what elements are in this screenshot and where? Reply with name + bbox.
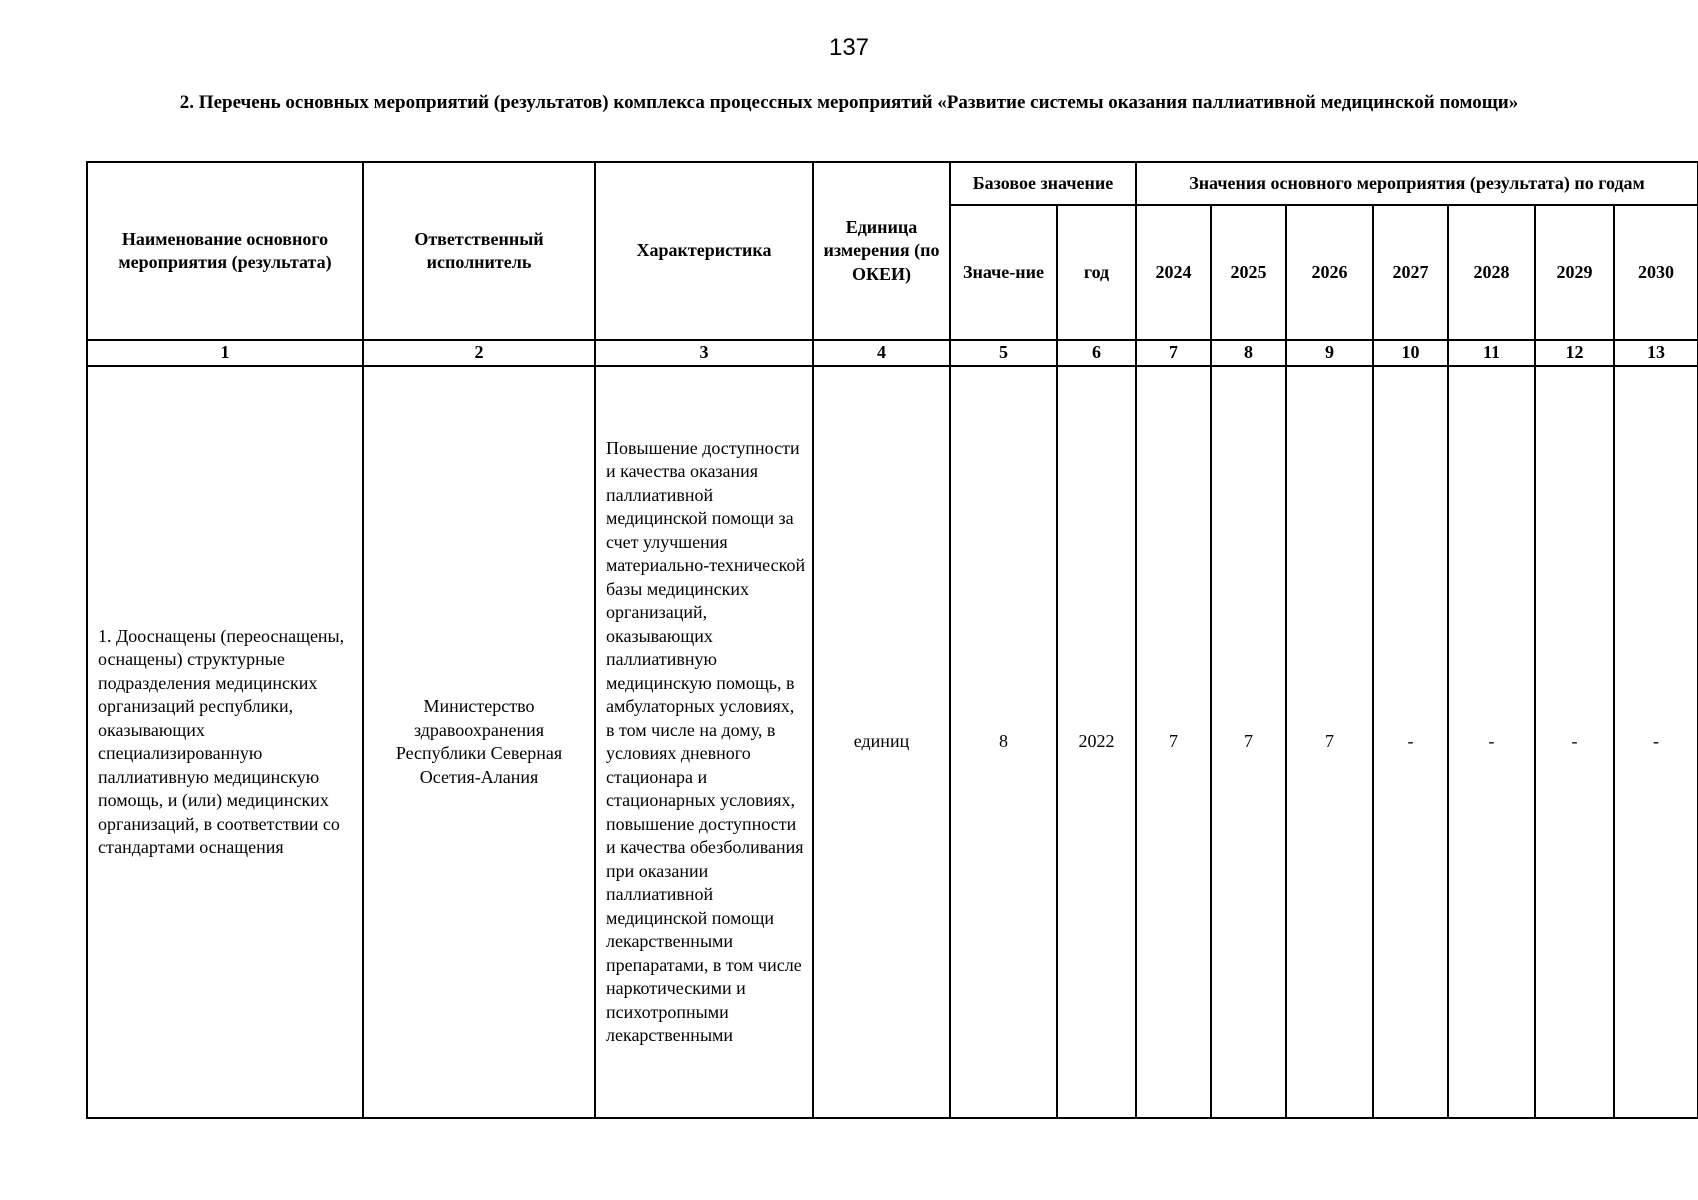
header-year: 2029 bbox=[1535, 205, 1614, 340]
column-numbers-row bbox=[87, 340, 1698, 366]
column-number: 7 bbox=[1136, 340, 1211, 366]
header-year: 2024 bbox=[1136, 205, 1211, 340]
column-number: 12 bbox=[1535, 340, 1614, 366]
column-number: 11 bbox=[1448, 340, 1535, 366]
column-number: 13 bbox=[1614, 340, 1698, 366]
column-number: 2 bbox=[363, 340, 595, 366]
row-year-value-cell: 7 bbox=[1211, 366, 1286, 1118]
header-executor: Ответственный исполнитель bbox=[363, 162, 595, 340]
header-year: 2027 bbox=[1373, 205, 1448, 340]
row-executor-cell: Министерство здравоохранения Республики Северная Осетия-Алания bbox=[363, 366, 595, 1118]
header-year: 2025 bbox=[1211, 205, 1286, 340]
row-year-value-cell: - bbox=[1373, 366, 1448, 1118]
row-unit-cell: единиц bbox=[813, 366, 950, 1118]
header-characteristic: Характеристика bbox=[595, 162, 813, 340]
column-number: 3 bbox=[595, 340, 813, 366]
header-base-value: Значе-ние bbox=[950, 205, 1057, 340]
row-year-value-cell: - bbox=[1448, 366, 1535, 1118]
row-year-value-cell: 7 bbox=[1286, 366, 1373, 1118]
row-base-year-cell: 2022 bbox=[1057, 366, 1136, 1118]
activities-table bbox=[86, 161, 1698, 1119]
table-row bbox=[87, 366, 1698, 1118]
header-year: 2028 bbox=[1448, 205, 1535, 340]
header-name: Наименование основного мероприятия (результата) bbox=[87, 162, 363, 340]
page-number: 137 bbox=[828, 34, 870, 61]
header-year: 2026 bbox=[1286, 205, 1373, 340]
column-number: 4 bbox=[813, 340, 950, 366]
row-year-value-cell: - bbox=[1535, 366, 1614, 1118]
header-year: 2030 bbox=[1614, 205, 1698, 340]
page-heading: 2. Перечень основных мероприятий (результатов) комплекса процессных мероприятий «Развитие системы оказания паллиативной медицинской помощи» bbox=[179, 92, 1519, 113]
header-base-group: Базовое значение bbox=[950, 162, 1136, 205]
row-base-value-cell: 8 bbox=[950, 366, 1057, 1118]
column-number: 6 bbox=[1057, 340, 1136, 366]
header-years-group: Значения основного мероприятия (результата) по годам bbox=[1136, 162, 1698, 205]
column-number: 1 bbox=[87, 340, 363, 366]
column-number: 9 bbox=[1286, 340, 1373, 366]
row-characteristic-cell: Повышение доступности и качества оказания паллиативной медицинской помощи за счет улучшения материально-технической базы медицинских организаций, оказывающих паллиативную медицинскую помощь, в амбулаторных условиях, в том числе на дому, в условиях дневного стационара и стационарных условиях, повышение доступности и качества обезболивания при оказании паллиативной медицинской помощи лекарственными препаратами, в том числе наркотическими и психотропными лекарственными bbox=[595, 366, 813, 1118]
row-name-cell: 1. Дооснащены (переоснащены, оснащены) структурные подразделения медицинских организаций республики, оказывающих специализированную паллиативную медицинскую помощь, и (или) медицинских организаций, в соответствии со стандартами оснащения bbox=[87, 366, 363, 1118]
column-number: 5 bbox=[950, 340, 1057, 366]
column-number: 8 bbox=[1211, 340, 1286, 366]
row-year-value-cell: 7 bbox=[1136, 366, 1211, 1118]
header-base-year: год bbox=[1057, 205, 1136, 340]
row-year-value-cell: - bbox=[1614, 366, 1698, 1118]
header-unit: Единица измерения (по ОКЕИ) bbox=[813, 162, 950, 340]
header-row-top bbox=[87, 162, 1698, 205]
column-number: 10 bbox=[1373, 340, 1448, 366]
